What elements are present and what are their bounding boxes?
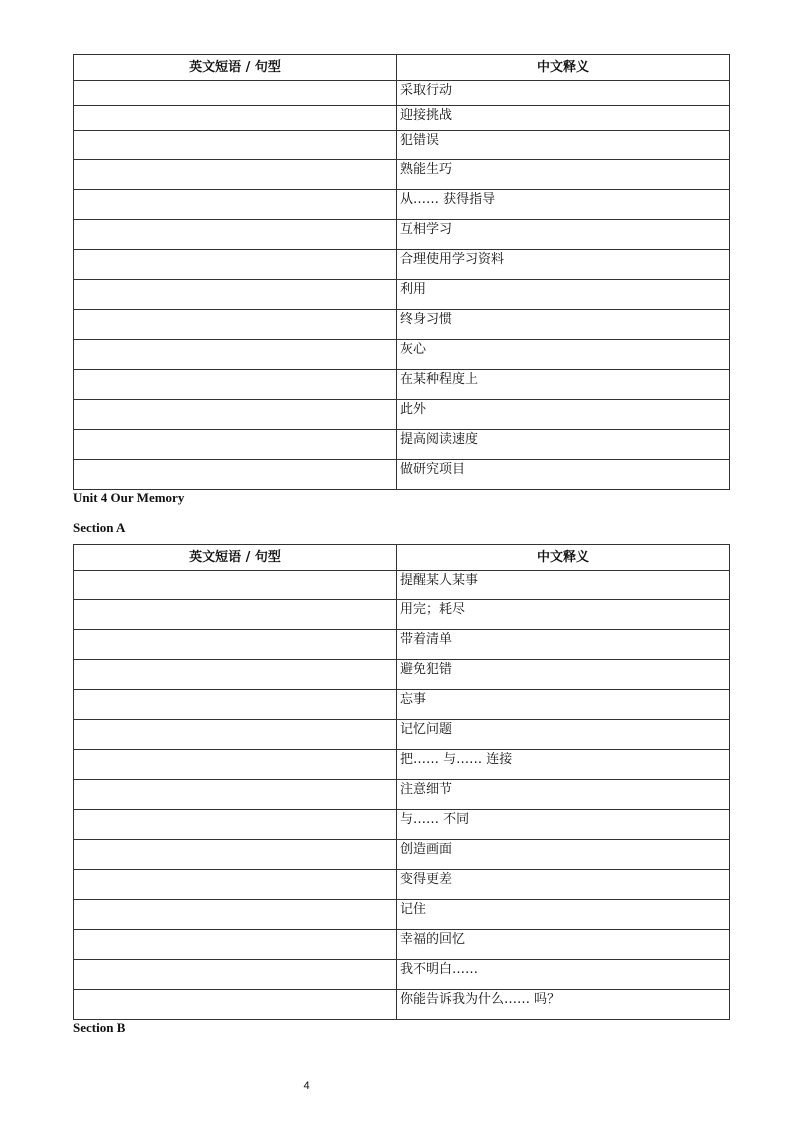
table-row [74,340,730,370]
english-phrase-cell[interactable] [74,250,397,280]
chinese-meaning-cell: 我不明白…… [397,960,730,990]
vocab-table-2 [73,544,730,1020]
table-row [74,190,730,220]
english-phrase-cell[interactable] [74,160,397,190]
table-row [74,630,730,660]
english-phrase-cell[interactable] [74,220,397,250]
chinese-meaning-cell: 注意细节 [397,780,730,810]
english-phrase-cell[interactable] [74,900,397,930]
table-row [74,870,730,900]
chinese-meaning-cell: 做研究项目 [397,460,730,490]
section-a-heading: Section A [73,520,126,535]
table-row [74,930,730,960]
english-phrase-cell[interactable] [74,131,397,160]
table-row [74,571,730,600]
chinese-meaning-cell: 合理使用学习资料 [397,250,730,280]
english-phrase-cell[interactable] [74,106,397,131]
chinese-meaning-cell: 提醒某人某事 [397,571,730,600]
chinese-meaning-cell: 采取行动 [397,81,730,106]
table-row [74,131,730,160]
chinese-meaning-cell: 提高阅读速度 [397,430,730,460]
chinese-meaning-cell: 变得更差 [397,870,730,900]
chinese-meaning-cell: 把…… 与…… 连接 [397,750,730,780]
english-phrase-cell[interactable] [74,190,397,220]
vocab-table-1 [73,54,730,490]
english-phrase-cell[interactable] [74,460,397,490]
table-row [74,400,730,430]
english-phrase-cell[interactable] [74,690,397,720]
english-phrase-cell[interactable] [74,810,397,840]
english-phrase-cell[interactable] [74,571,397,600]
chinese-meaning-cell: 与…… 不同 [397,810,730,840]
chinese-meaning-cell: 利用 [397,280,730,310]
english-phrase-cell[interactable] [74,400,397,430]
chinese-meaning-cell: 你能告诉我为什么…… 吗？ [397,990,730,1020]
chinese-meaning-cell: 犯错误 [397,131,730,160]
unit-title: Unit 4 Our Memory [73,490,185,505]
table-header-row [74,55,730,81]
english-phrase-cell[interactable] [74,370,397,400]
table-row [74,840,730,870]
english-phrase-cell[interactable] [74,870,397,900]
table-row [74,690,730,720]
chinese-meaning-cell: 记住 [397,900,730,930]
table-row [74,430,730,460]
english-phrase-cell[interactable] [74,720,397,750]
chinese-meaning-cell: 灰心 [397,340,730,370]
table-row [74,310,730,340]
table-row [74,600,730,630]
english-phrase-cell[interactable] [74,81,397,106]
english-phrase-cell[interactable] [74,280,397,310]
table-row [74,106,730,131]
table-row [74,960,730,990]
table-row [74,160,730,190]
english-phrase-cell[interactable] [74,930,397,960]
english-phrase-cell[interactable] [74,840,397,870]
table-row [74,460,730,490]
chinese-meaning-cell: 用完；耗尽 [397,600,730,630]
table-row [74,81,730,106]
chinese-meaning-cell: 终身习惯 [397,310,730,340]
chinese-meaning-cell: 在某种程度上 [397,370,730,400]
english-phrase-cell[interactable] [74,960,397,990]
chinese-meaning-cell: 迎接挑战 [397,106,730,131]
header-english: 英文短语 / 句型 [74,545,397,571]
chinese-meaning-cell: 从…… 获得指导 [397,190,730,220]
chinese-meaning-cell: 创造画面 [397,840,730,870]
table-row [74,750,730,780]
header-chinese: 中文释义 [397,55,730,81]
english-phrase-cell[interactable] [74,430,397,460]
header-english: 英文短语 / 句型 [74,55,397,81]
table-row [74,660,730,690]
chinese-meaning-cell: 避免犯错 [397,660,730,690]
table-row [74,810,730,840]
table-row [74,250,730,280]
english-phrase-cell[interactable] [74,630,397,660]
chinese-meaning-cell: 熟能生巧 [397,160,730,190]
chinese-meaning-cell: 幸福的回忆 [397,930,730,960]
chinese-meaning-cell: 忘事 [397,690,730,720]
chinese-meaning-cell: 记忆问题 [397,720,730,750]
chinese-meaning-cell: 此外 [397,400,730,430]
english-phrase-cell[interactable] [74,340,397,370]
table-row [74,370,730,400]
english-phrase-cell[interactable] [74,310,397,340]
english-phrase-cell[interactable] [74,600,397,630]
section-b-heading: Section B [73,1020,126,1035]
chinese-meaning-cell: 带着清单 [397,630,730,660]
english-phrase-cell[interactable] [74,660,397,690]
table-row [74,900,730,930]
table-row [74,990,730,1020]
english-phrase-cell[interactable] [74,750,397,780]
english-phrase-cell[interactable] [74,990,397,1020]
table-row [74,780,730,810]
table-row [74,280,730,310]
header-chinese: 中文释义 [397,545,730,571]
table-row [74,720,730,750]
table-header-row [74,545,730,571]
english-phrase-cell[interactable] [74,780,397,810]
table-row [74,220,730,250]
chinese-meaning-cell: 互相学习 [397,220,730,250]
page-number: 4 [303,1080,310,1092]
